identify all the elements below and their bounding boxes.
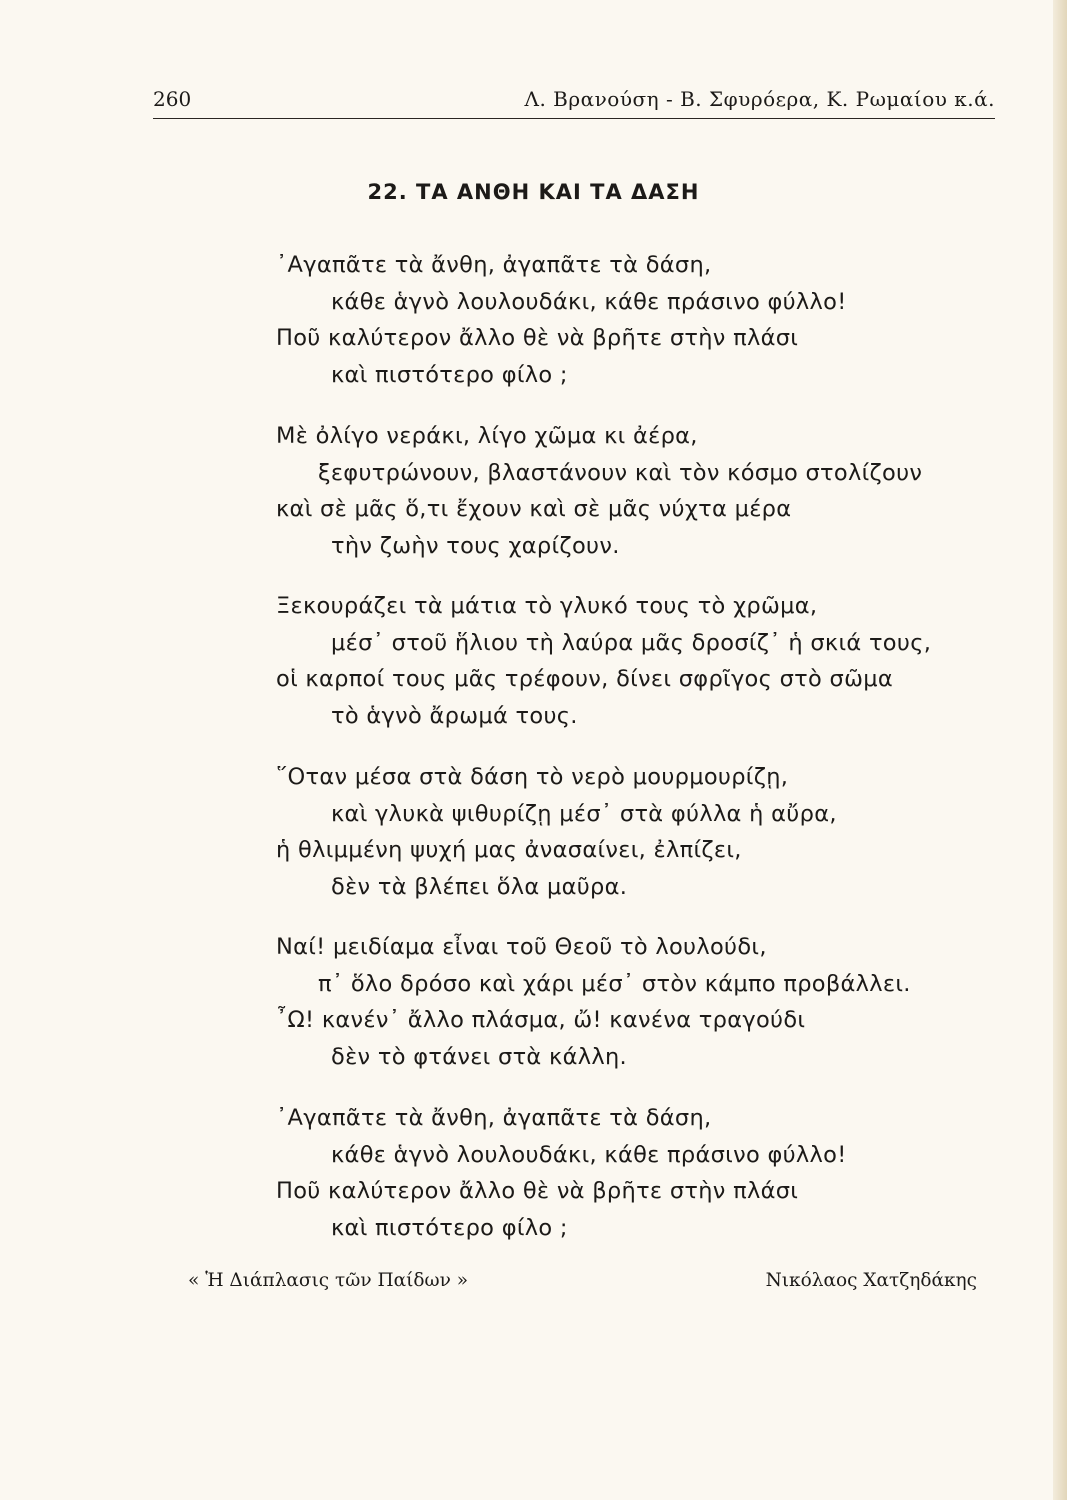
header-rule	[153, 118, 995, 119]
source-citation: « Ἡ Διάπλασις τῶν Παίδων »	[188, 1270, 469, 1291]
poem-line: ξεφυτρώνουν, βλαστάνουν καὶ τὸν κόσμο στολίζουν	[318, 459, 923, 486]
poem-line: καὶ πιστότερο φίλο ;	[331, 1214, 568, 1241]
poem-line: καὶ σὲ μᾶς ὅ,τι ἔχουν καὶ σὲ μᾶς νύχτα μέρα	[276, 496, 792, 522]
poem-line: δὲν τὸ φτάνει στὰ κάλλη.	[331, 1043, 627, 1070]
poem-line: μέσ᾿ στοῦ ἥλιου τὴ λαύρα μᾶς δροσίζ᾿ ἡ σκιά τους,	[331, 629, 932, 656]
poem-line: Ποῦ καλύτερον ἄλλο θὲ νὰ βρῆτε στὴν πλάσι	[276, 1178, 799, 1204]
poem-line: Ξεκουράζει τὰ μάτια τὸ γλυκό τους τὸ χρῶμα,	[276, 593, 818, 619]
poem-line: καὶ γλυκὰ ψιθυρίζῃ μέσ᾿ στὰ φύλλα ἡ αὔρα,	[331, 800, 837, 827]
poem-line: κάθε ἁγνὸ λουλουδάκι, κάθε πράσινο φύλλο!	[331, 1141, 847, 1168]
poem-line: τὴν ζωὴν τους χαρίζουν.	[331, 532, 620, 559]
page-header	[153, 87, 995, 117]
poem-line: τὸ ἁγνὸ ἄρωμά τους.	[331, 702, 578, 729]
page-number: 260	[153, 87, 192, 111]
poem-author: Νικόλαος Χατζηδάκης	[765, 1270, 977, 1291]
poem-line: ἡ θλιμμένη ψυχή μας ἀνασαίνει, ἐλπίζει,	[276, 837, 742, 863]
poem-line: ᾿Αγαπᾶτε τὰ ἄνθη, ἀγαπᾶτε τὰ δάση,	[276, 252, 712, 278]
running-head: Λ. Βρανούση - Β. Σφυρόερα, Κ. Ρωμαίου κ.ά.	[524, 87, 995, 111]
poem-line: ᾿Αγαπᾶτε τὰ ἄνθη, ἀγαπᾶτε τὰ δάση,	[276, 1105, 712, 1131]
poem-line: Μὲ ὀλίγο νεράκι, λίγο χῶμα κι ἀέρα,	[276, 423, 698, 449]
poem-line: ῞Οταν μέσα στὰ δάση τὸ νερὸ μουρμουρίζῃ,	[276, 764, 789, 790]
poem-line: δὲν τὰ βλέπει ὅλα μαῦρα.	[331, 873, 628, 900]
poem-line: ῏Ω! κανέν᾿ ἄλλο πλάσμα, ὤ! κανένα τραγούδι	[276, 1007, 806, 1033]
poem-line: καὶ πιστότερο φίλο ;	[331, 361, 568, 388]
poem-line: Ποῦ καλύτερον ἄλλο θὲ νὰ βρῆτε στὴν πλάσι	[276, 325, 799, 351]
poem-line: οἱ καρποί τους μᾶς τρέφουν, δίνει σφρῖγος στὸ σῶμα	[276, 666, 893, 692]
poem-line: Ναί! μειδίαμα εἶναι τοῦ Θεοῦ τὸ λουλούδι,	[276, 934, 767, 960]
poem-line: π᾿ ὅλο δρόσο καὶ χάρι μέσ᾿ στὸν κάμπο προβάλλει.	[318, 970, 911, 997]
poem-title: 22. ΤΑ ΑΝΘΗ ΚΑΙ ΤΑ ΔΑΣΗ	[367, 180, 700, 204]
page-footer	[0, 1270, 1067, 1300]
poem-line: κάθε ἁγνὸ λουλουδάκι, κάθε πράσινο φύλλο!	[331, 288, 847, 315]
